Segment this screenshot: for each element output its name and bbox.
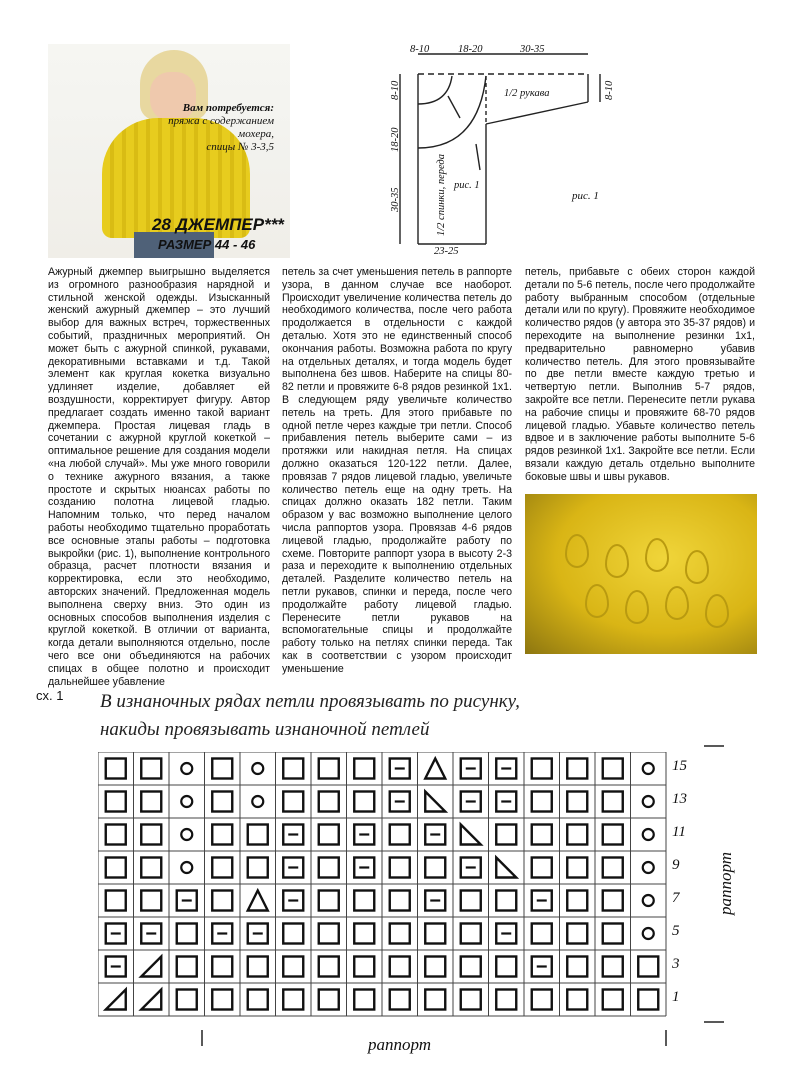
chart-symbol-box-minus xyxy=(496,792,516,812)
repeat-bracket xyxy=(200,1028,670,1048)
chart-symbol-box-minus xyxy=(283,825,303,845)
row-number: 1 xyxy=(672,989,680,1005)
chart-symbol-square xyxy=(212,792,232,812)
chart-symbol-square xyxy=(532,924,552,944)
chart-symbol-square xyxy=(638,957,658,977)
chart-symbol-square xyxy=(106,792,126,812)
chart-symbol-square xyxy=(567,792,587,812)
chart-symbol-square xyxy=(425,858,445,878)
dim-label: 18-20 xyxy=(390,127,401,152)
chart-symbol-square xyxy=(532,759,552,779)
chart-symbol-square xyxy=(319,759,339,779)
chart-symbol-box-minus xyxy=(496,759,516,779)
chart-symbol-square xyxy=(106,759,126,779)
chart-symbol-square xyxy=(354,759,374,779)
chart-symbol-square xyxy=(212,990,232,1010)
chart-symbol-square xyxy=(461,990,481,1010)
chart-symbol-box-minus xyxy=(461,858,481,878)
chart-symbol-box-minus xyxy=(532,957,552,977)
dim-label: 30-35 xyxy=(390,187,401,212)
chart-symbol-box-minus xyxy=(212,924,232,944)
chart-symbol-square xyxy=(319,792,339,812)
model-size: РАЗМЕР 44 - 46 xyxy=(158,237,256,252)
text-column-2: петель за счет уменьшения петель в раппорте узора, в данном случае все наоборот. Происходит увеличение количества петель до необходимого количества, после чего работа продолжается в отдельности с каждой деталью. Хотя это не единственный способ окончания работы. Возможна работа по кругу на отдельных деталях, и тогда модель будет выполнена без швов. Наберите на спицы 80-82 петли и провяжите 6-8 рядов резинкой 1х1. В следующем ряду увеличьте количество петель на треть. Для этого прибавьте по одной петле через каждые три петли. Способ прибавления петель выберите сами – из протяжки или накидная петля. На спицах должно оказаться 120-122 петли. Далее, провязав 7 рядов лицевой гладью, увеличьте количество петель еще на одну треть. На спицах должно оказать 182 петли. Таким образом у вас возможно выполнение целого числа раппортов узора. Провязав 4-6 рядов лицевой гладью, продолжайте работу по схеме. Повторите раппорт узора в высоту 2-3 раза и переходите к выполнению отдельных деталей. Разделите количество петель на петли рукавов, спинки и переда, после чего продолжайте работу лицевой гладью. Перенесите петли рукавов на вспомогательные спицы и продолжайте работу только на петлях спинки переда. Так как в соответствии с узором происходит уменьшение xyxy=(282,266,512,675)
chart-symbol-square xyxy=(106,858,126,878)
chart-symbol-square xyxy=(603,891,623,911)
chart-symbol-circle xyxy=(181,862,192,873)
chart-symbol-box-minus xyxy=(532,891,552,911)
chart-symbol-square xyxy=(283,792,303,812)
chart-symbol-square xyxy=(461,924,481,944)
chart-symbol-square xyxy=(567,990,587,1010)
chart-symbol-box-minus xyxy=(461,792,481,812)
chart-symbol-square xyxy=(141,759,161,779)
chart-symbol-square xyxy=(106,825,126,845)
instruction-line: накиды провязывать изнаночной петлей xyxy=(100,719,430,740)
dim-label: 18-20 xyxy=(458,44,483,55)
chart-symbol-square xyxy=(212,825,232,845)
chart-symbol-square xyxy=(106,891,126,911)
lace-leaf xyxy=(665,586,689,620)
chart-symbol-square xyxy=(603,825,623,845)
chart-symbol-square xyxy=(567,825,587,845)
chart-symbol-square xyxy=(141,891,161,911)
chart-symbol-square xyxy=(141,858,161,878)
chart-symbol-square xyxy=(283,957,303,977)
chart-label: сх. 1 xyxy=(36,688,64,703)
materials-block xyxy=(150,102,274,154)
chart-instruction xyxy=(100,688,520,744)
chart-symbol-square xyxy=(603,858,623,878)
repeat-bracket-side xyxy=(700,742,730,1026)
chart-symbol-square xyxy=(390,891,410,911)
chart-symbol-square xyxy=(319,957,339,977)
chart-symbol-square xyxy=(567,891,587,911)
chart-symbol-box-minus xyxy=(425,825,445,845)
chart-symbol-square xyxy=(567,759,587,779)
chart-symbol-square xyxy=(496,990,516,1010)
materials-line: спицы № 3-3,5 xyxy=(206,141,274,153)
chart-symbol-square xyxy=(212,891,232,911)
chart-symbol-circle xyxy=(181,763,192,774)
dim-label: 8-10 xyxy=(604,80,615,100)
row-number: 7 xyxy=(672,890,680,906)
dim-label: 8-10 xyxy=(390,80,401,100)
model-title: 28 ДЖЕМПЕР*** xyxy=(152,215,284,234)
chart-symbol-right-triangle xyxy=(425,792,445,812)
chart-symbol-square xyxy=(248,957,268,977)
chart-symbol-box-minus xyxy=(283,858,303,878)
chart-symbol-square xyxy=(319,990,339,1010)
chart-symbol-box-minus xyxy=(106,957,126,977)
chart-symbol-box-minus xyxy=(141,924,161,944)
chart-symbol-square xyxy=(283,990,303,1010)
chart-symbol-square xyxy=(354,957,374,977)
chart-symbol-square xyxy=(212,957,232,977)
chart-symbol-square xyxy=(141,792,161,812)
chart-symbol-square xyxy=(496,825,516,845)
sleeve-label: 1/2 рукава xyxy=(504,88,550,99)
chart-symbol-triangle xyxy=(425,759,445,779)
materials-title: Вам потребуется: xyxy=(182,102,274,114)
chart-symbol-square xyxy=(319,825,339,845)
chart-symbol-circle xyxy=(643,829,654,840)
chart-symbol-square xyxy=(177,924,197,944)
chart-symbol-square xyxy=(532,990,552,1010)
row-number: 11 xyxy=(672,824,686,840)
chart-symbol-square xyxy=(461,891,481,911)
chart-symbol-square xyxy=(390,924,410,944)
chart-symbol-square xyxy=(567,957,587,977)
chart-symbol-square xyxy=(319,891,339,911)
chart-symbol-square xyxy=(390,825,410,845)
chart-symbol-square xyxy=(248,858,268,878)
repeat-label-bottom: раппорт xyxy=(368,1035,432,1054)
figure-caption: рис. 1 xyxy=(572,190,599,202)
chart-symbol-square xyxy=(390,990,410,1010)
chart-symbol-square xyxy=(248,990,268,1010)
row-number: 9 xyxy=(672,857,680,873)
text-column-1: Ажурный джемпер выигрышно выделяется из огромного разнообразия нарядной и стильной женской одежды. Изысканный женский ажурный джемпер – это лучший выбор для важных встреч, торжественных событий, праздничных мероприятий. Он может быть с ажурной спинкой, рукавами, декоративными вставками и т.д. Такой элемент как круглая кокетка визуально удлиняет изделие, добавляет ей воздушности, корректирует фигуру. Автор предлагает создать именно такой вариант джемпера. Простая лицевая гладь в сочетании с ажурной круглой кокеткой – оптимальное решение для создания модели «на любой случай». Мы уже много говорили о технике ажурного вязания, а также простоте и скрытых нюансах работы по созданию полотна лицевой гладью. Напомним только, что перед началом работы необходимо тщательно проработать все основные этапы работы – подготовка выкройки (рис. 1), выполнение контрольного образца, расчет плотности вязания и корректировка, если это необходимо, авторских значений. Предложенная модель выполнена сверху вниз. Это один из основных способов выполнения изделия с круглой кокеткой. В отличии от варианта, когда детали выполняются отдельно, после чего все они объединяются на рабочих спицах в общее полотно и происходит дальнейшее убавление xyxy=(48,266,270,688)
chart-symbol-square xyxy=(532,792,552,812)
chart-symbol-box-minus xyxy=(496,924,516,944)
chart-symbol-square xyxy=(603,792,623,812)
yoke-detail-photo xyxy=(525,494,757,654)
materials-line: мохера, xyxy=(238,128,274,140)
chart-symbol-box-minus xyxy=(354,858,374,878)
chart-symbol-square xyxy=(425,957,445,977)
dim-label: 8-10 xyxy=(410,44,430,55)
chart-symbol-square xyxy=(354,924,374,944)
fig-label: рис. 1 xyxy=(454,180,480,191)
chart-symbol-box-minus xyxy=(283,891,303,911)
chart-symbol-left-triangle xyxy=(141,957,161,977)
row-number: 3 xyxy=(672,956,680,972)
materials-line: пряжа с содержанием xyxy=(168,115,274,127)
lace-leaf xyxy=(605,544,629,578)
chart-symbol-right-triangle xyxy=(461,825,481,845)
chart-symbol-box-minus xyxy=(390,759,410,779)
lace-leaf xyxy=(625,590,649,624)
chart-symbol-square xyxy=(319,924,339,944)
chart-symbol-square xyxy=(567,858,587,878)
chart-symbol-square xyxy=(603,759,623,779)
chart-symbol-box-minus xyxy=(354,825,374,845)
chart-symbol-circle xyxy=(181,829,192,840)
chart-symbol-square xyxy=(212,858,232,878)
chart-symbol-left-triangle xyxy=(141,990,161,1010)
chart-symbol-box-minus xyxy=(106,924,126,944)
back-front-label: 1/2 спинки, переда xyxy=(436,154,447,236)
lace-leaf xyxy=(565,534,589,568)
chart-symbol-square xyxy=(425,924,445,944)
chart-symbol-square xyxy=(283,924,303,944)
row-number: 15 xyxy=(672,758,687,774)
chart-symbol-circle xyxy=(643,928,654,939)
chart-symbol-triangle xyxy=(248,891,268,911)
chart-symbol-circle xyxy=(252,796,263,807)
chart-symbol-box-minus xyxy=(390,792,410,812)
chart-symbol-right-triangle xyxy=(496,858,516,878)
chart-symbol-box-minus xyxy=(461,759,481,779)
chart-symbol-square xyxy=(319,858,339,878)
chart-symbol-square xyxy=(283,759,303,779)
chart-symbol-square xyxy=(354,891,374,911)
text-column-3: петель, прибавьте с обеих сторон каждой детали по 5-6 петель, после чего продолжайте работу выбранным способом (отдельные детали или по кругу). Провяжите необходимое количество рядов (у автора это 35-37 рядов) и переходите на выполнение резинки 1х1, предварительно равномерно убавив количество петель. Для этого провязывайте по две петли вместе каждую третью и четвертую петли. Выполнив 5-7 рядов, закройте все петли. Перенесите петли рукава на рабочие спицы и провяжите 68-70 рядов лицевой гладью. Убавьте количество петель вдвое и в заключение работы выполните 5-6 рядов резинкой 1х1. Закройте все петли. Если вязали каждую деталь отдельно выполните боковые швы и швы рукавов. xyxy=(525,266,755,483)
row-number: 5 xyxy=(672,923,680,939)
instruction-line: В изнаночных рядах петли провязывать по рисунку, xyxy=(100,691,520,712)
chart-symbol-square xyxy=(496,891,516,911)
chart-symbol-circle xyxy=(643,763,654,774)
chart-symbol-square xyxy=(603,990,623,1010)
chart-symbol-square xyxy=(354,792,374,812)
chart-symbol-square xyxy=(248,825,268,845)
pattern-diagram xyxy=(388,44,618,254)
dim-label: 23-25 xyxy=(434,246,459,254)
chart-symbol-square xyxy=(425,990,445,1010)
chart-symbol-left-triangle xyxy=(106,990,126,1010)
chart-symbol-square xyxy=(603,924,623,944)
chart-symbol-square xyxy=(496,957,516,977)
chart-symbol-square xyxy=(638,990,658,1010)
row-number: 13 xyxy=(672,791,687,807)
chart-symbol-box-minus xyxy=(425,891,445,911)
chart-symbol-box-minus xyxy=(248,924,268,944)
chart-symbol-square xyxy=(567,924,587,944)
lace-leaf xyxy=(585,584,609,618)
chart-symbol-square xyxy=(354,990,374,1010)
chart-symbol-circle xyxy=(643,862,654,873)
chart-symbol-square xyxy=(603,957,623,977)
chart-symbol-square xyxy=(177,990,197,1010)
repeat-label-side: раппорт xyxy=(716,851,735,915)
chart-symbol-circle xyxy=(643,796,654,807)
chart-symbol-box-minus xyxy=(177,891,197,911)
lace-leaf xyxy=(645,538,669,572)
knitting-chart xyxy=(98,752,698,1022)
chart-symbol-square xyxy=(141,825,161,845)
chart-symbol-circle xyxy=(252,763,263,774)
chart-symbol-circle xyxy=(643,895,654,906)
chart-symbol-square xyxy=(461,957,481,977)
lace-leaf xyxy=(705,594,729,628)
chart-symbol-square xyxy=(390,957,410,977)
chart-symbol-square xyxy=(390,858,410,878)
chart-symbol-square xyxy=(212,759,232,779)
chart-symbol-square xyxy=(177,957,197,977)
chart-symbol-square xyxy=(532,825,552,845)
dim-label: 30-35 xyxy=(520,44,545,55)
lace-leaf xyxy=(685,550,709,584)
chart-symbol-square xyxy=(532,858,552,878)
chart-symbol-circle xyxy=(181,796,192,807)
